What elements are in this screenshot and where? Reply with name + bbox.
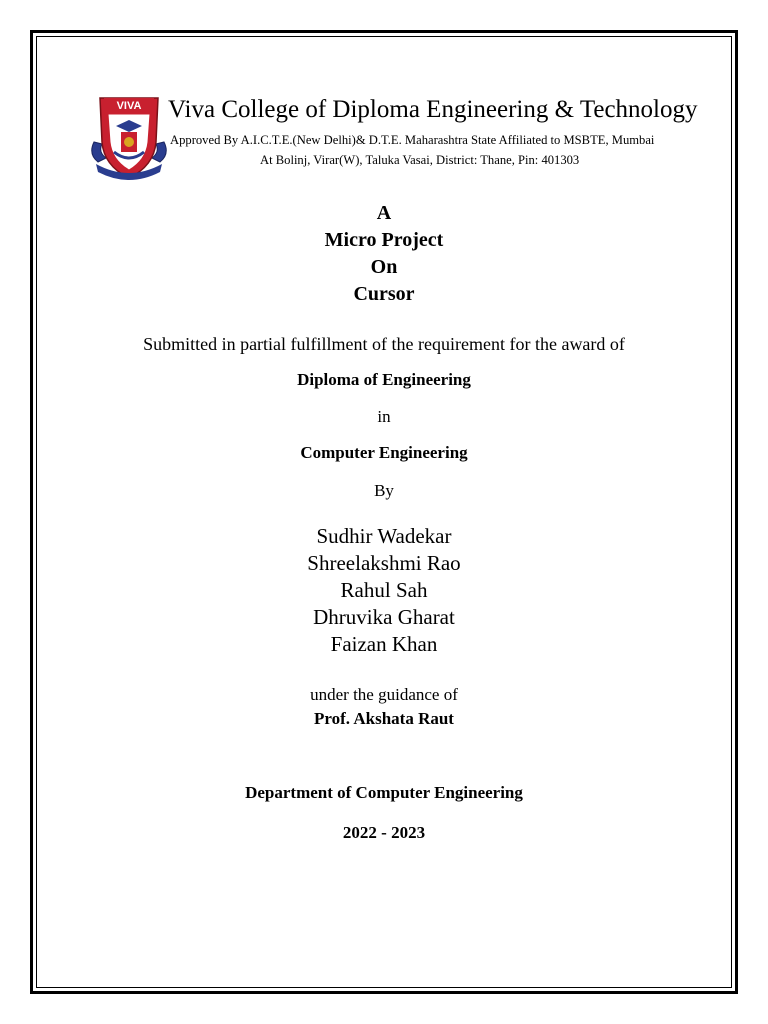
guide-name: Prof. Akshata Raut — [314, 709, 454, 728]
student-name: Sudhir Wadekar — [316, 524, 452, 548]
academic-year: 2022 - 2023 — [342, 823, 426, 842]
student-name: Shreelakshmi Rao — [307, 551, 461, 575]
branch-name: Computer Engineering — [300, 443, 468, 462]
project-title: Cursor — [353, 283, 415, 305]
address-text: At Bolinj, Virar(W), Taluka Vasai, District: Thane, Pin: 401303 — [260, 153, 580, 167]
title-line-on: On — [370, 256, 398, 278]
logo-text: VIVA — [116, 100, 142, 112]
student-name: Dhruvika Gharat — [313, 605, 455, 629]
title-line-micro-project: Micro Project — [324, 229, 444, 251]
by-text: By — [374, 481, 394, 500]
submitted-text: Submitted in partial fulfillment of the requirement for the award of — [143, 334, 625, 354]
department-name: Department of Computer Engineering — [245, 783, 523, 802]
college-header — [88, 92, 728, 187]
student-name: Rahul Sah — [340, 578, 428, 602]
title-line-a: A — [376, 202, 392, 224]
approval-text: Approved By A.I.C.T.E.(New Delhi)& D.T.E. Maharashtra State Affiliated to MSBTE, Mumbai — [170, 133, 655, 147]
guidance-text: under the guidance of — [310, 685, 458, 704]
college-name: Viva College of Diploma Engineering & Technology — [168, 96, 698, 123]
student-name: Faizan Khan — [330, 632, 438, 656]
college-logo — [88, 92, 170, 184]
in-text: in — [377, 407, 391, 426]
degree-name: Diploma of Engineering — [297, 370, 471, 389]
